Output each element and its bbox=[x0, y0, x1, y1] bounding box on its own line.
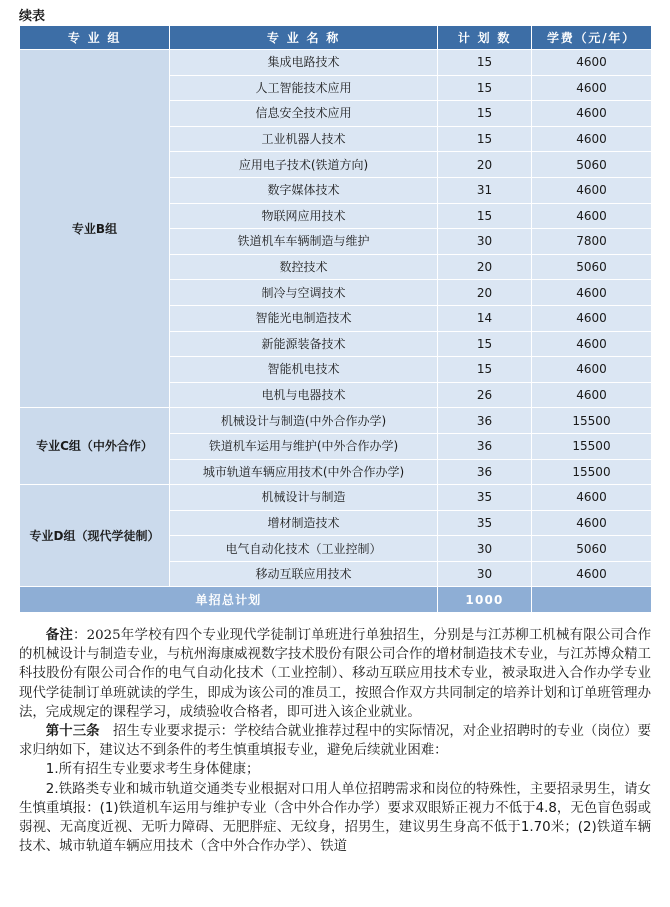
major-cell: 机械设计与制造 bbox=[170, 485, 438, 511]
fee-cell: 15500 bbox=[532, 408, 652, 434]
fee-cell: 4600 bbox=[532, 382, 652, 408]
total-label: 单招总计划 bbox=[20, 587, 438, 613]
major-cell: 新能源装备技术 bbox=[170, 331, 438, 357]
note-text: ：2025年学校有四个专业现代学徒制订单班进行单独招生，分别是与江苏柳工机械有限公司合作的机械设计与制造专业，与杭州海康威视数字技术股份有限公司合作的增材制造技术专业，与江苏博众精工科技股份有限公司合作的电气自动化技术（工业控制）、移动互联应用技术专业，被录取进入合作办学专业现代学徒制订单班就读的学生，即成为该公司的准员工，按照合作双方共同制定的培养计划和订单班管理办法，完成规定的课程学习，成绩验收合格者，即可进入该企业就业。 bbox=[19, 628, 652, 720]
major-cell: 物联网应用技术 bbox=[170, 203, 438, 229]
group-cell: 专业B组 bbox=[20, 50, 170, 408]
fee-cell: 15500 bbox=[532, 433, 652, 459]
fee-cell: 5060 bbox=[532, 254, 652, 280]
plan-cell: 20 bbox=[438, 280, 532, 306]
header-major: 专 业 名 称 bbox=[170, 26, 438, 50]
major-cell: 应用电子技术(铁道方向) bbox=[170, 152, 438, 178]
article-label: 第十三条 bbox=[45, 724, 100, 740]
major-cell: 铁道机车运用与维护(中外合作办学) bbox=[170, 433, 438, 459]
article-item-2: 2.铁路类专业和城市轨道交通类专业根据对口用人单位招聘需求和岗位的特殊性，主要招录男生，请女生慎重填报：(1)铁道机车运用与维护专业（含中外合作办学）要求双眼矫正视力不低于4.8，无色盲色弱或弱视、无高度近视、无听力障碍、无肥胖症、无纹身，招男生，建议男生身高不低于1.70米；(2)铁道车辆技术、城市轨道车辆应用技术（含中外合作办学）、铁道 bbox=[19, 781, 651, 855]
fee-cell: 4600 bbox=[532, 203, 652, 229]
article-text: 招生专业要求提示：学校结合就业推荐过程中的实际情况，对企业招聘时的专业（岗位）要求归纳如下，建议达不到条件的考生慎重填报专业，避免后续就业困难： bbox=[19, 724, 652, 759]
plan-cell: 30 bbox=[438, 561, 532, 587]
major-cell: 数字媒体技术 bbox=[170, 177, 438, 203]
fee-cell: 4600 bbox=[532, 101, 652, 127]
continued-label: 续表 bbox=[19, 9, 46, 24]
plan-cell: 35 bbox=[438, 510, 532, 536]
major-cell: 制冷与空调技术 bbox=[170, 280, 438, 306]
fee-cell: 4600 bbox=[532, 357, 652, 383]
article-13 bbox=[19, 722, 651, 760]
plan-cell: 15 bbox=[438, 101, 532, 127]
table-row bbox=[20, 485, 652, 511]
enrollment-plan-table bbox=[19, 25, 652, 613]
total-value: 1000 bbox=[438, 587, 532, 613]
total-empty bbox=[532, 587, 652, 613]
major-cell: 工业机器人技术 bbox=[170, 126, 438, 152]
major-cell: 城市轨道车辆应用技术(中外合作办学) bbox=[170, 459, 438, 485]
fee-cell: 4600 bbox=[532, 75, 652, 101]
plan-cell: 20 bbox=[438, 152, 532, 178]
plan-cell: 14 bbox=[438, 305, 532, 331]
major-cell: 电气自动化技术（工业控制） bbox=[170, 536, 438, 562]
plan-cell: 36 bbox=[438, 459, 532, 485]
plan-cell: 15 bbox=[438, 203, 532, 229]
major-cell: 数控技术 bbox=[170, 254, 438, 280]
fee-cell: 4600 bbox=[532, 280, 652, 306]
plan-cell: 15 bbox=[438, 357, 532, 383]
header-group: 专 业 组 bbox=[20, 26, 170, 50]
major-cell: 机械设计与制造(中外合作办学) bbox=[170, 408, 438, 434]
plan-cell: 15 bbox=[438, 75, 532, 101]
group-cell: 专业D组（现代学徒制） bbox=[20, 485, 170, 587]
note-paragraph bbox=[19, 626, 651, 722]
plan-cell: 30 bbox=[438, 536, 532, 562]
major-cell: 人工智能技术应用 bbox=[170, 75, 438, 101]
fee-cell: 4600 bbox=[532, 561, 652, 587]
plan-cell: 20 bbox=[438, 254, 532, 280]
note-label: 备注 bbox=[45, 628, 73, 643]
article-item-1: 1.所有招生专业要求考生身体健康； bbox=[45, 762, 260, 778]
header-plan: 计 划 数 bbox=[438, 26, 532, 50]
major-cell: 智能机电技术 bbox=[170, 357, 438, 383]
fee-cell: 4600 bbox=[532, 305, 652, 331]
fee-cell: 4600 bbox=[532, 50, 652, 76]
fee-cell: 5060 bbox=[532, 536, 652, 562]
header-fee: 学费（元/年） bbox=[532, 26, 652, 50]
fee-cell: 7800 bbox=[532, 229, 652, 255]
fee-cell: 4600 bbox=[532, 331, 652, 357]
major-cell: 移动互联应用技术 bbox=[170, 561, 438, 587]
fee-cell: 15500 bbox=[532, 459, 652, 485]
fee-cell: 5060 bbox=[532, 152, 652, 178]
major-cell: 增材制造技术 bbox=[170, 510, 438, 536]
total-row bbox=[20, 587, 652, 613]
table-header-row bbox=[20, 26, 652, 50]
plan-cell: 15 bbox=[438, 331, 532, 357]
body-text bbox=[19, 626, 651, 856]
group-cell: 专业C组（中外合作） bbox=[20, 408, 170, 485]
fee-cell: 4600 bbox=[532, 485, 652, 511]
major-cell: 铁道机车车辆制造与维护 bbox=[170, 229, 438, 255]
fee-cell: 4600 bbox=[532, 177, 652, 203]
major-cell: 集成电路技术 bbox=[170, 50, 438, 76]
plan-cell: 15 bbox=[438, 50, 532, 76]
table-row bbox=[20, 408, 652, 434]
plan-cell: 26 bbox=[438, 382, 532, 408]
plan-cell: 15 bbox=[438, 126, 532, 152]
table-row bbox=[20, 50, 652, 76]
plan-cell: 36 bbox=[438, 408, 532, 434]
fee-cell: 4600 bbox=[532, 126, 652, 152]
major-cell: 信息安全技术应用 bbox=[170, 101, 438, 127]
plan-cell: 31 bbox=[438, 177, 532, 203]
major-cell: 电机与电器技术 bbox=[170, 382, 438, 408]
plan-cell: 35 bbox=[438, 485, 532, 511]
plan-cell: 36 bbox=[438, 433, 532, 459]
major-cell: 智能光电制造技术 bbox=[170, 305, 438, 331]
fee-cell: 4600 bbox=[532, 510, 652, 536]
plan-cell: 30 bbox=[438, 229, 532, 255]
